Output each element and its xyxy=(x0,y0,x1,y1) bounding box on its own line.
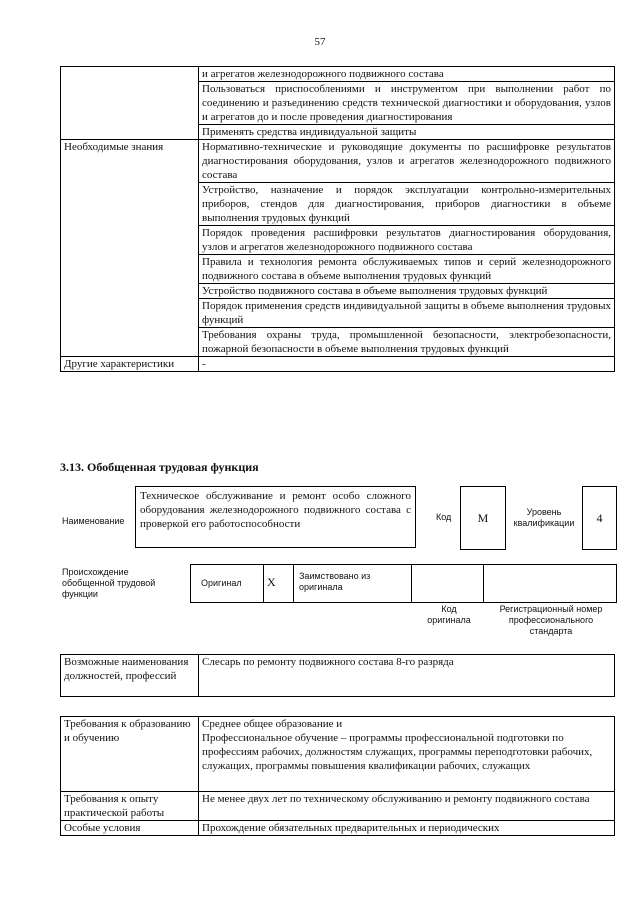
table-row xyxy=(61,328,615,357)
row-text: Порядок применения средств индивидуальной защиты в объеме выполнения трудовых функций xyxy=(199,299,615,328)
origin-grid xyxy=(190,564,617,603)
row-label: Необходимые знания xyxy=(61,140,199,183)
row-label xyxy=(61,299,199,328)
row-label xyxy=(61,67,199,82)
row-label: Особые условия xyxy=(61,821,199,836)
code-caption: Код оригинала xyxy=(427,604,471,625)
row-label: Требования к опыту практической работы xyxy=(61,792,199,821)
row-label xyxy=(61,284,199,299)
code-label: Код xyxy=(436,512,452,522)
table-row xyxy=(61,140,615,183)
row-label xyxy=(61,328,199,357)
table-row xyxy=(61,125,615,140)
positions-label: Возможные наименования должностей, профессий xyxy=(61,655,199,697)
name-value-box xyxy=(135,486,416,548)
table-row xyxy=(61,226,615,255)
row-text: Правила и технология ремонта обслуживаемых типов и серий железнодорожного подвижного состава в объеме выполнения трудовых функций xyxy=(199,255,615,284)
level-label: Уровень квалификации xyxy=(513,507,575,528)
origin-label: Происхождение обобщенной трудовой функции xyxy=(62,567,156,599)
row-text: Среднее общее образование и Профессиональное обучение – программы профессиональной подготовки по профессиям рабочих, должностям служащих, программы переподготовки рабочих, служащих, программы повышения квалификации рабочих, служащих xyxy=(199,717,615,792)
positions-table xyxy=(60,654,615,697)
table-row xyxy=(61,284,615,299)
requirements-table xyxy=(60,716,615,836)
row-label xyxy=(61,125,199,140)
row-label xyxy=(61,255,199,284)
row-text: Устройство, назначение и порядок эксплуатации контрольно-измерительных приборов, стендов для диагностирования, приборов диагностики в объеме выполнения трудовых функций xyxy=(199,183,615,226)
table-row xyxy=(61,821,615,836)
table-row xyxy=(61,183,615,226)
level-value-box xyxy=(582,486,617,550)
row-label: Другие характеристики xyxy=(61,357,199,372)
name-label: Наименование xyxy=(62,516,125,526)
table-row xyxy=(61,82,615,125)
original-label: Оригинал xyxy=(201,578,242,588)
row-text: Пользоваться приспособлениями и инструментом при выполнении работ по соединению и разъединению средств технической диагностики и оборудования, узлов и агрегатов до и после проведения диагностирования xyxy=(199,82,615,125)
positions-value: Слесарь по ремонту подвижного состава 8-го разряда xyxy=(199,655,615,697)
code-value-box xyxy=(460,486,506,550)
row-label xyxy=(61,82,199,125)
row-label: Требования к образованию и обучению xyxy=(61,717,199,792)
table-row xyxy=(61,67,615,82)
original-mark: X xyxy=(267,575,276,589)
row-text: Применять средства индивидуальной защиты xyxy=(199,125,615,140)
row-label xyxy=(61,183,199,226)
table-row xyxy=(61,717,615,792)
table-row xyxy=(61,655,615,697)
row-text: Порядок проведения расшифровки результатов диагностирования оборудования, узлов и агрегатов железнодорожного подвижного состава xyxy=(199,226,615,255)
page-number: 57 xyxy=(314,36,326,48)
table-row xyxy=(61,357,615,372)
row-text: и агрегатов железнодорожного подвижного состава xyxy=(199,67,615,82)
level-value: 4 xyxy=(596,510,603,525)
name-value: Техническое обслуживание и ремонт особо сложного оборудования железнодорожного подвижного состава с проверкой его работоспособности xyxy=(140,490,411,530)
skills-knowledge-table xyxy=(60,66,615,372)
row-text: Требования охраны труда, промышленной безопасности, электробезопасности, пожарной безопасности в объеме выполнения трудовых функций xyxy=(199,328,615,357)
code-value: M xyxy=(477,510,489,525)
row-text: Не менее двух лет по техническому обслуживанию и ремонту подвижного состава xyxy=(199,792,615,821)
row-label xyxy=(61,226,199,255)
table-row xyxy=(61,255,615,284)
table-row xyxy=(61,792,615,821)
row-text: Нормативно-технические и руководящие документы по расшифровке результатов диагностирования оборудования, узлов и агрегатов железнодорожного подвижного состава xyxy=(199,140,615,183)
row-text: Устройство подвижного состава в объеме выполнения трудовых функций xyxy=(199,284,615,299)
borrowed-label: Заимствовано из оригинала xyxy=(299,571,371,592)
reg-caption: Регистрационный номер профессионального стандарта xyxy=(499,604,603,636)
section-heading: 3.13. Обобщенная трудовая функция xyxy=(60,460,259,474)
table-row xyxy=(61,299,615,328)
row-text: Прохождение обязательных предварительных и периодических xyxy=(199,821,615,836)
row-text: - xyxy=(199,357,615,372)
